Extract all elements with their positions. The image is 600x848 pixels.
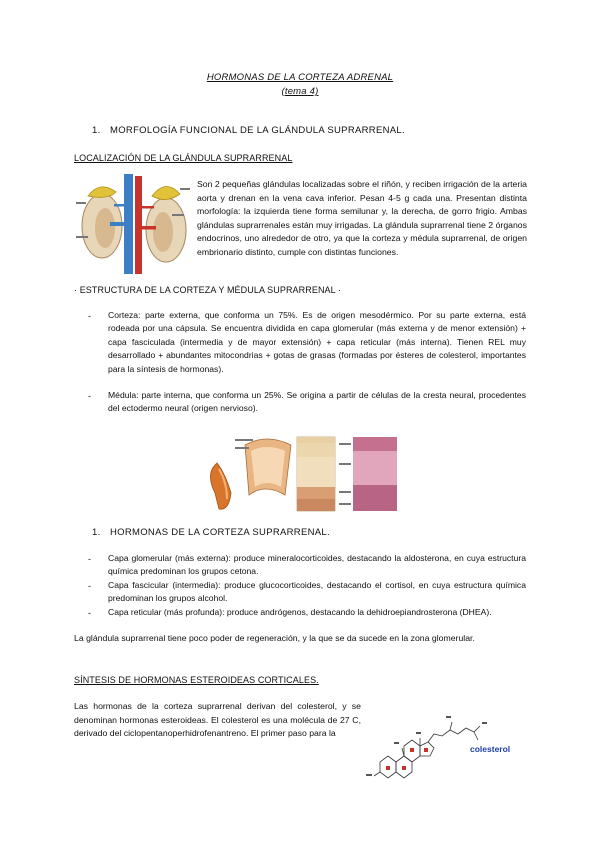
list-bullet: - [88,581,91,591]
list-bullet: - [88,311,91,321]
section-2-text: HORMONAS DE LA CORTEZA SUPRARRENAL. [110,527,330,538]
regeneracion-paragraph: La glándula suprarrenal tiene poco poder de regeneración, y la que se da sucede en la zona glomerular. [74,633,475,643]
section-2-heading [92,527,330,538]
list-bullet: - [88,554,91,564]
estructura-heading: · ESTRUCTURA DE LA CORTEZA Y MÉDULA SUPRARRENAL · [74,285,342,295]
localizacion-paragraph: Son 2 pequeñas glándulas localizadas sobre el riñón, y reciben irrigación de la arteria aorta y drenan en la vena cava inferior. Pesan 4-5 g cada una. Presentan distinta morfología: la izquierda tiene forma semilunar y, la derecha, de gorro frigio. Ambas glándulas suprarrenales están muy irrigadas. La glándula suprarrenal tiene 2 órganos endocrinos, uno alrededor de otro, ya que la corteza y médula suprarrenal, de origen embrionario distinto, cumple con distintas funciones. [197,179,527,257]
section-1-number: 1. [92,125,101,136]
sintesis-paragraph: Las hormonas de la corteza suprarrenal derivan del colesterol, y se denominan hormonas esteroideas. El colesterol es una molécula de 27 C, derivado del ciclopentanoperhidrofenantreno. El primer paso para la [74,701,361,739]
sintesis-heading: SÍNTESIS DE HORMONAS ESTEROIDEAS CORTICALES. [74,675,319,685]
section-1-heading [92,125,405,136]
document-subtitle: (tema 4) [281,86,319,97]
document-title: HORMONAS DE LA CORTEZA ADRENAL [206,72,394,83]
section-1-text: MORFOLOGÍA FUNCIONAL DE LA GLÁNDULA SUPRARRENAL. [110,125,405,136]
cholesterol-structure-diagram [366,704,536,784]
capa-glomerular-item: Capa glomerular (más externa): produce mineralocorticoides, destacando la aldosterona, en cuya estructura química predominan los grupos cetona. [108,553,526,577]
section-2-number: 1. [92,527,101,538]
adrenal-gland-illustration [74,174,192,274]
list-bullet: - [88,391,91,401]
corteza-item: Corteza: parte externa, que conforma un 75%. Es de origen mesodérmico. Por su parte externa, está rodeada por una cápsula. Se encuentra dividida en capa glomerular (más externa y de menor extensión) + capa fasciculada (intermedia y de mayor extensión) + capa reticular (más interna). Tienen REL muy desarrollado + abundantes mitocondrias + gotas de grasas (formadas por ésteres de colesterol, importantes para la síntesis de hormonas). [108,310,526,374]
list-bullet: - [88,608,91,618]
capa-fascicular-item: Capa fascicular (intermedia): produce glucocorticoides, destacando el cortisol, en cuya estructura química predominan los grupos alcohol. [108,580,526,604]
colesterol-label: colesterol [470,744,511,754]
medula-item: Médula: parte interna, que conforma un 25%. Se origina a partir de células de la cresta neural, procedentes del ectodermo neural (origen nervioso). [108,390,526,414]
localizacion-heading: LOCALIZACIÓN DE LA GLÁNDULA SUPRARRENAL [74,153,293,163]
capa-reticular-item: Capa reticular (más profunda): produce andrógenos, destacando la dehidroepiandrosterona (DHEA). [108,607,492,617]
adrenal-histology-illustration [205,433,400,513]
